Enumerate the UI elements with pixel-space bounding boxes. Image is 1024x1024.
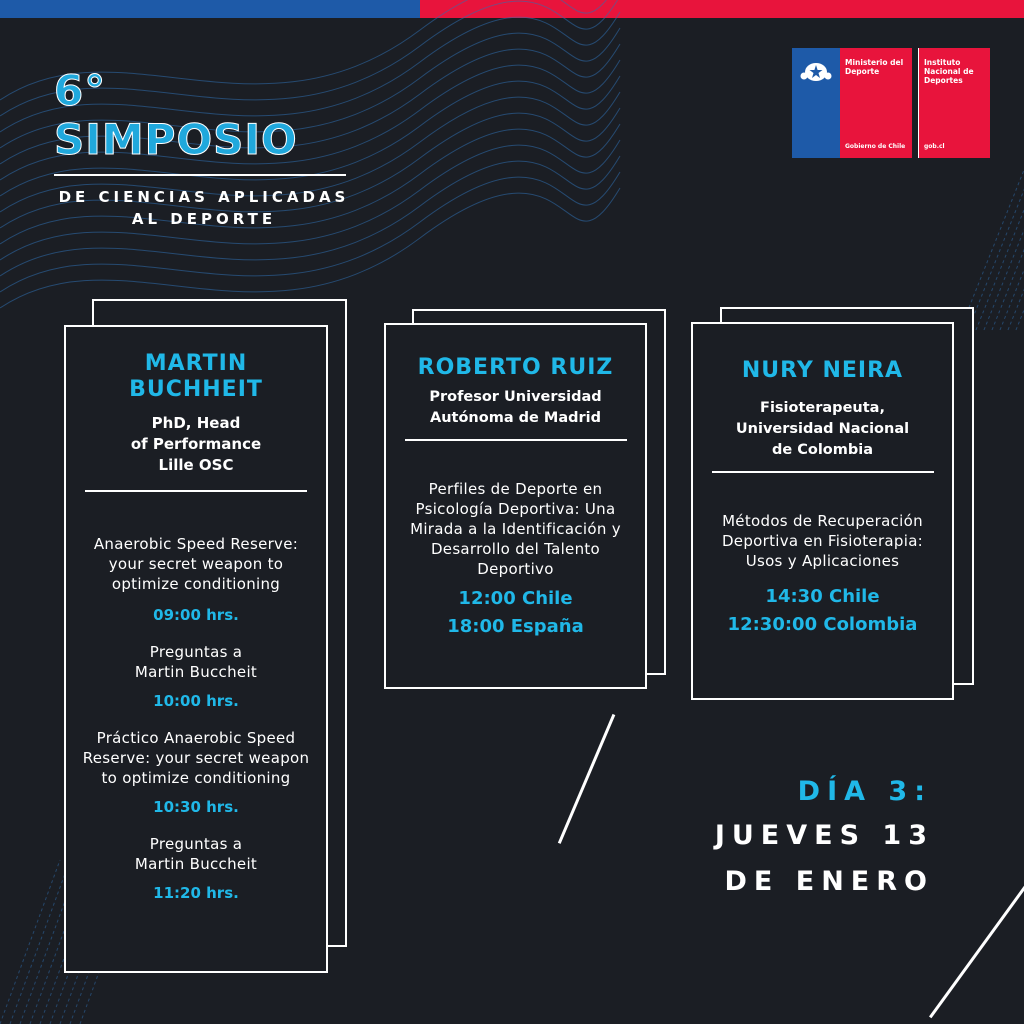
ministry-panel xyxy=(840,48,912,158)
card-divider xyxy=(85,490,307,492)
event-subtitle xyxy=(54,186,354,230)
speaker-name: NURY NEIRA xyxy=(741,358,904,383)
logo-blue-lower xyxy=(792,110,840,158)
top-color-bar xyxy=(0,0,1024,18)
dash-line xyxy=(0,860,60,1024)
speaker-role xyxy=(693,398,952,461)
role-line: Universidad Nacional xyxy=(735,421,910,437)
speaker-card-ruiz xyxy=(384,323,647,689)
event-title: 6° SIMPOSIO xyxy=(54,66,298,164)
dash-line xyxy=(1008,170,1024,330)
dash-line xyxy=(984,170,1024,330)
role-line: Fisioterapeuta, xyxy=(760,400,885,416)
institute-panel xyxy=(918,48,990,158)
talk-time-colombia: 12:30:00 Colombia xyxy=(727,613,918,635)
talk-title: Perfiles de Deporte en Psicología Deportiva: Una Mirada a la Identificación y Desarrollo del Talento Deportivo xyxy=(410,479,621,578)
institute-name: Instituto Nacional de Deportes xyxy=(924,58,974,85)
subtitle-line-2: AL DEPORTE xyxy=(131,210,277,228)
dash-line xyxy=(1016,170,1024,330)
subtitle-line-1: DE CIENCIAS APLICADAS xyxy=(58,188,350,206)
session-time: 11:20 hrs. xyxy=(153,883,239,902)
session-title: Práctico Anaerobic Speed Reserve: your secret weapon to optimize conditioning xyxy=(82,728,310,787)
day-date-line-1: JUEVES 13 xyxy=(714,820,934,851)
session-time: 09:00 hrs. xyxy=(153,605,239,624)
talk-time-chile: 12:00 Chile xyxy=(458,587,573,609)
ministry-name: Ministerio del Deporte xyxy=(845,58,904,76)
event-title-block xyxy=(54,66,354,230)
role-line: de Colombia xyxy=(771,442,874,458)
session-title: Anaerobic Speed Reserve: your secret weapon to optimize conditioning xyxy=(93,534,299,593)
dash-line xyxy=(1000,170,1024,330)
speaker-role xyxy=(386,387,645,429)
dash-line xyxy=(992,170,1024,330)
role-line: of Performance xyxy=(130,435,262,453)
speaker-card-buchheit xyxy=(64,325,328,973)
dash-line xyxy=(976,170,1024,330)
role-line: Autónoma de Madrid xyxy=(429,410,602,426)
speaker-role xyxy=(66,413,326,476)
session-title: Preguntas a Martin Buccheit xyxy=(134,834,258,873)
role-line: Lille OSC xyxy=(158,456,234,474)
speaker-name: ROBERTO RUIZ xyxy=(417,355,614,380)
decorative-slash xyxy=(558,714,615,844)
role-line: Profesor Universidad xyxy=(429,389,602,405)
top-bar-blue xyxy=(0,0,420,18)
day-label: DÍA 3: xyxy=(797,776,932,807)
dash-line xyxy=(968,170,1024,330)
decorative-slash xyxy=(929,867,1024,1018)
session-time: 10:30 hrs. xyxy=(153,797,239,816)
title-divider xyxy=(54,174,346,176)
day-date-line-2: DE ENERO xyxy=(724,866,934,897)
card-divider xyxy=(712,471,934,473)
top-bar-red xyxy=(420,0,1024,18)
institute-footer: gob.cl xyxy=(924,143,945,150)
ministry-footer: Gobierno de Chile xyxy=(845,143,906,150)
speaker-name: MARTIN BUCHHEIT xyxy=(129,351,263,402)
dash-line xyxy=(10,860,70,1024)
dash-line xyxy=(960,170,1024,330)
card-divider xyxy=(405,439,627,441)
talk-time-spain: 18:00 España xyxy=(447,615,584,637)
speaker-card-neira xyxy=(691,322,954,700)
role-line: PhD, Head xyxy=(151,414,241,432)
session-time: 10:00 hrs. xyxy=(153,691,239,710)
session-title: Preguntas a Martin Buccheit xyxy=(134,642,258,681)
talk-title: Métodos de Recuperación Deportiva en Fisioterapia: Usos y Aplicaciones xyxy=(721,511,924,570)
talk-time-chile: 14:30 Chile xyxy=(765,585,880,607)
